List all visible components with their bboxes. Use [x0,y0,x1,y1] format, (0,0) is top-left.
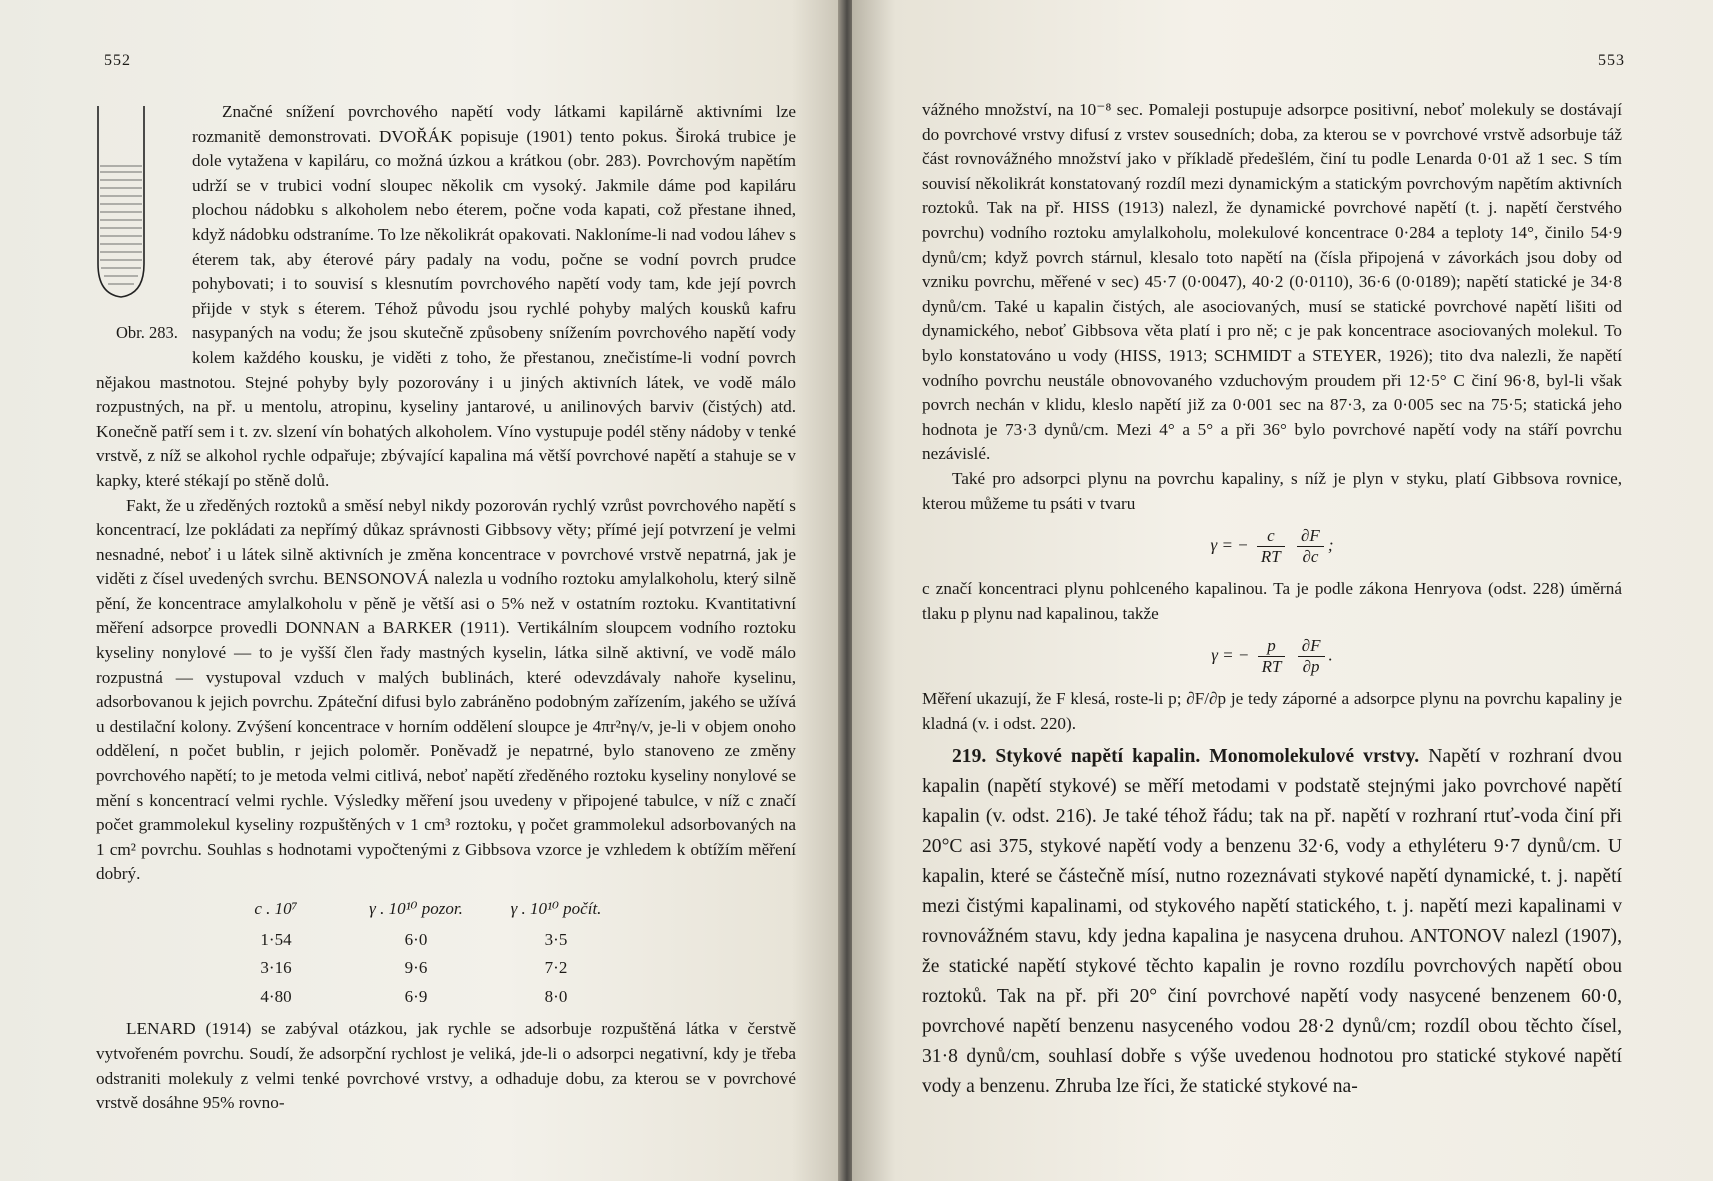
fraction-denominator: ∂p [1302,657,1320,677]
table-cell: 6·9 [404,986,428,1006]
tube-figure-icon [86,104,156,304]
table-header: γ . 10¹⁰ pozor. [369,899,463,918]
left-page [0,0,842,1181]
table-cell: 9·6 [404,958,428,978]
table-header-row [206,895,626,926]
table-header: γ . 10¹⁰ počít. [510,899,602,918]
paragraph: Měření ukazují, že F klesá, roste-li p; ∂F/∂p je tedy záporné a adsorpce plynu na povrchu kapaliny je kladná (v. i odst. 220). [922,689,1622,733]
fraction [1297,526,1324,567]
fraction [1298,636,1325,677]
formula-henry [922,636,1622,677]
page-number-left: 552 [104,52,131,69]
table-cell: 1·54 [260,929,292,949]
formula-lhs: γ = − [1211,645,1250,665]
table-cell: 3·16 [260,958,292,978]
paragraph [96,100,796,494]
table-cell: 6·0 [404,929,428,949]
table-row [206,926,626,955]
fraction-numerator: c [1257,526,1285,547]
right-page [852,0,1713,1181]
paragraph-text: Značné snížení povrchového napětí vody látkami kapilárně aktivními lze rozmanitě demonstrovati. DVOŘÁK popisuje (1901) tento pokus. Široká trubice je dole vytažena v kapiláru, co možná úzkou a krátkou (obr. 283). Povrchovým napětím udrží se v trubici vodní sloupec několik cm vysoký. Jakmile dáme pod kapiláru plochou nádobku s alkoholem nebo éterem, počne voda kapati, což přestane ihned, když nádobku odstraníme. To lze několikrát opakovati. Nakloníme-li nad vodou láhev s éterem tak, aby éterové páry padaly na vodu, počne se vodní povrch prudce pohybovati; i to souvisí s klesnutím povrchového napětí vody tam, kde její povrch přijde v styk s éterem. Téhož původu jsou rychlé pohyby malých kousků kafru nasypaných na vodu; že jsou skutečně způsobeny snížením povrchového napětí vody kolem každého kousku, je viděti z toho, že přestanou, znečistíme-li vodní povrch nějakou mastnotou. Stejné pohyby byly pozorovány i u jiných aktivních látek, ve vodě málo rozpustných, na př. u mentolu, atropinu, kyseliny jantarové, u anilinových barviv (čistých) atd. Konečně patří sem i t. zv. slzení vín bohatých alkoholem. Víno vystupuje podél stěny nádoby v tenké vrstvě, z níž se alkohol rychle odpařuje; zbývající kapalina má větší povrchové napětí a stahuje se v kapky, které stékají po stěně dolů. [96,102,796,490]
fraction-numerator: p [1258,636,1286,657]
paragraph: c značí koncentraci plynu pohlceného kapalinou. Ta je podle zákona Henryova (odst. 228) úměrná tlaku p plynu nad kapalinou, takže [922,579,1622,623]
formula-gibbs [922,526,1622,567]
table-cell: 4·80 [260,986,292,1006]
paragraph: LENARD (1914) se zabýval otázkou, jak rychle se adsorbuje rozpuštěná látka v čerstvě vytvořeném povrchu. Soudí, že adsorpční rychlost je veliká, jde-li o adsorpci negativní, kdy je třeba odstraniti molekuly z velmi tenké povrchové vrstvy, a odhaduje dobu, za kterou se v povrchové vrstvě dosáhne 95% rovno- [96,1019,796,1113]
right-page-text [922,98,1622,1102]
fraction-denominator: RT [1260,547,1281,567]
fraction-denominator: ∂c [1302,547,1319,567]
paragraph: vážného množství, na 10⁻⁸ sec. Pomaleji postupuje adsorpce positivní, neboť molekuly se dostávají do povrchové vrstvy difusí z vrstev sousedních; doba, za kterou se v povrchové vrstvě adsorbuje táž část rovnovážného množství jako v příkladě předešlém, činí tu podle Lenarda 0·01 až 1 sec. S tím souvisí několikrát konstatovaný rozdíl mezi dynamickým a statickým povrchovým napětím aktivních roztoků. Tak na př. HISS (1913) nalezl, že dynamické povrchové napětí (t. j. napětí čerstvého povrchu) vodního roztoku amylalkoholu, molekulové koncentrace 0·284 a teploty 14°, činilo 54·9 dynů/cm; když povrch stárnul, klesalo toto napětí na (čísla připojená v závorkách jsou doby od vzniku povrchu, měřené v sec) 45·7 (0·0047), 40·2 (0·0110), 36·6 (0·0189); napětí statické je 34·8 dynů/cm. Také u kapalin čistých, ale asociovaných, musí se statické povrchové napětí lišiti od dynamického, neboť Gibbsova věta platí i pro ně; c je pak koncentrace asociovaných molekul. To bylo konstatováno u vody (HISS, 1913; SCHMIDT a STEYER, 1926); tito dva nalezli, že napětí vodního povrchu neustále obnovovaného vzduchovým proudem při 12·5° C činí 96·8, byl-li však povrch nechán v klidu, kleslo napětí již za 0·001 sec na 87·3, za 0·005 sec na 75·5; statická jeho hodnota je 73·3 dynů/cm. Mezi 4° a 5° a při 36° bylo povrchové napětí vody na stáří povrchu nezávislé. [922,100,1622,464]
figure-283 [86,100,182,342]
table-cell: 7·2 [544,958,568,978]
fraction-numerator: ∂F [1298,636,1325,657]
formula-end: . [1328,645,1333,665]
fraction [1258,636,1286,677]
page-number-right: 553 [1598,52,1625,69]
fraction-numerator: ∂F [1297,526,1324,547]
fraction-denominator: RT [1261,657,1282,677]
section-219 [922,742,1622,1102]
paragraph: Také pro adsorpci plynu na povrchu kapaliny, s níž je plyn v styku, platí Gibbsova rovnice, kterou můžeme tu psáti v tvaru [922,468,1622,513]
left-page-text [96,100,796,1116]
data-table [206,895,626,1011]
table-cell: 8·0 [544,986,568,1006]
paragraph-text: Napětí v rozhraní dvou kapalin (napětí stykové) se měří metodami v podstatě stejnými jako povrchové napětí kapalin (v. odst. 216). Je také téhož řádu; tak na př. napětí v rozhraní rtuť-voda činí při 20°C asi 375, stykové napětí vody a benzenu 32·6, vody a ethyléteru 9·7 dynů/cm. U kapalin, které se částečně mísí, nutno rozeznávati stykové napětí dynamické, t. j. napětí mezi čistými kapalinami, od stykového napětí statického, t. j. napětí mezi kapalinami v rovnovážném stavu, kdy jedna kapalina je nasycena druhou. ANTONOV nalezl (1907), že statické napětí stykové těchto kapalin je rovno rozdílu povrchových napětí obou roztoků. Tak na př. při 20° činí povrchové napětí vody nasycené benzenem 60·0, povrchové napětí benzenu nasyceného vodou 28·2 dynů/cm; rozdíl obou těchto čísel, 31·8 dynů/cm, souhlasí dobře s výše uvedenou hodnotou pro statické stykové napětí vody a benzenu. Zhruba lze říci, že statické stykové na- [922,746,1623,1098]
paragraph: Fakt, že u zředěných roztoků a směsí nebyl nikdy pozorován rychlý vzrůst povrchového napětí s koncentrací, lze pokládati za nepřímý důkaz správnosti Gibbsovy věty; přímé její potvrzení je velmi nesnadné, neboť i u látek silně aktivních je změna koncentrace v povrchové vrstvě nepatrná, jak je viděti z čísel uvedených svrchu. BENSONOVÁ nalezla u vodního roztoku amylalkoholu, který silně pění, že koncentrace amylalkoholu v pěně je větší asi o 5% než v ostatním roztoku. Kvantitativní měření adsorpce provedli DONNAN a BARKER (1911). Vertikálním sloupcem vodního roztoku kyseliny nonylové — to je vyšší člen řady mastných kyselin, látka silně aktivní, ve vodě málo rozpustná — vystupoval vzduch v malých bublinách, které odevzdávaly nahoře kyselinu, adsorbovanou k jejich povrchu. Zpáteční difusi bylo zabráněno podobným zařízením, jakého se užívá u destilační kolony. Zvýšení koncentrace v horním oddělení sloupce je 4πr²nγ/v, je-li v objem onoho oddělení, n počet bublin, r jejich poloměr. Poněvadž je nepatrné, bylo stanoveno ze změny povrchového napětí; to je metoda velmi citlivá, neboť napětí zředěného roztoku kyseliny nonylové se mění s koncentrací velmi rychle. Výsledky měření jsou uvedeny v připojené tabulce, v níž c značí počet grammolekul kyseliny rozpuštěných v 1 cm³ roztoku, γ počet grammolekul adsorbovaných na 1 cm² povrchu. Souhlas s hodnotami vypočtenými z Gibbsova vzorce je vzhledem k obtížím měření dobrý. [96,495,796,884]
figure-caption: Obr. 283. [116,323,178,343]
fraction [1257,526,1285,567]
table-row [206,954,626,983]
table-header: c . 10⁷ [254,899,298,918]
table-cell: 3·5 [544,929,568,949]
section-heading: 219. Stykové napětí kapalin. Monomolekulové vrstvy. [952,746,1420,768]
formula-lhs: γ = − [1210,535,1249,555]
formula-end: ; [1327,535,1334,555]
table-row [206,983,626,1012]
